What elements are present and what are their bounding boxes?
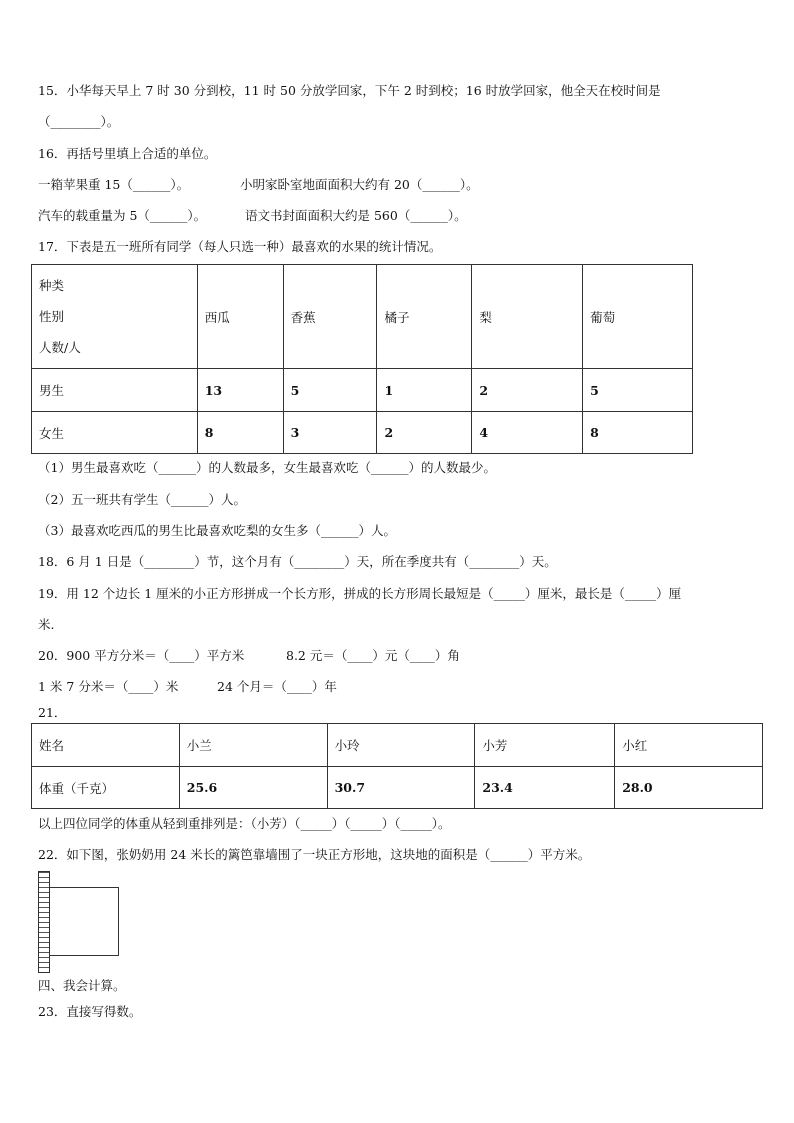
weight-value: 30.7 <box>327 767 475 809</box>
q16-d: 语文书封面面积大约是 560（______）。 <box>245 208 467 223</box>
q15-line2: （________）。 <box>38 114 120 129</box>
q21-text: 以上四位同学的体重从轻到重排列是：（小芳）（_____）（_____）（_____）。 <box>38 816 451 831</box>
q19-line1: 19．用 12 个边长 1 厘米的小正方形拼成一个长方形，拼成的长方形周长最短是（_____）厘米，最长是（_____）厘 <box>38 586 682 601</box>
weight-table-header-row <box>32 724 763 767</box>
table-cell: 4 <box>472 412 583 454</box>
table-cell: 8 <box>197 412 283 454</box>
q22: 22．如下图，张奶奶用 24 米长的篱笆靠墙围了一块正方形地，这块地的面积是（______）平方米。 <box>38 847 591 862</box>
weight-value: 25.6 <box>179 767 327 809</box>
header-line-kind: 种类 <box>39 278 65 293</box>
table-cell: 8 <box>583 412 693 454</box>
q16-title: 16．再括号里填上合适的单位。 <box>38 146 217 161</box>
q16-a: 一箱苹果重 15（______）。 <box>38 177 190 192</box>
header-line-count: 人数/人 <box>39 340 81 355</box>
q20-b: 8.2 元＝（____）元（____）角 <box>286 648 460 663</box>
fruit-header-cell: 香蕉 <box>283 265 377 369</box>
student-name: 小芳 <box>475 724 615 767</box>
wall-fence-figure <box>38 871 50 973</box>
student-name: 小红 <box>615 724 763 767</box>
section-4-title: 四、我会计算。 <box>38 978 126 993</box>
q17-sub2: （2）五一班共有学生（______）人。 <box>38 492 246 507</box>
q15-line1: 15．小华每天早上 7 时 30 分到校，11 时 50 分放学回家，下午 2 时到校；16 时放学回家，他全天在校时间是 <box>38 83 661 98</box>
q17-sub1: （1）男生最喜欢吃（______）的人数最多，女生最喜欢吃（______）的人数最少。 <box>38 460 496 475</box>
q19-line2: 米. <box>38 617 55 632</box>
table-cell: 1 <box>377 369 472 412</box>
square-plot-figure <box>50 887 119 956</box>
q21-number: 21． <box>38 705 67 720</box>
weight-table <box>31 723 763 809</box>
table-row <box>32 412 693 454</box>
row-label: 男生 <box>32 369 198 412</box>
table-cell: 5 <box>583 369 693 412</box>
fruit-table-corner-header <box>32 265 198 369</box>
weight-value: 28.0 <box>615 767 763 809</box>
table-cell: 5 <box>283 369 377 412</box>
student-name: 小玲 <box>327 724 475 767</box>
q20-d: 24 个月＝（____）年 <box>217 679 337 694</box>
fruit-header-cell: 西瓜 <box>197 265 283 369</box>
table-row <box>32 767 763 809</box>
q18: 18．6 月 1 日是（________）节，这个月有（________）天，所在季度共有（________）天。 <box>38 554 557 569</box>
fruit-header-cell: 葡萄 <box>583 265 693 369</box>
table-cell: 2 <box>472 369 583 412</box>
fruit-header-cell: 橘子 <box>377 265 472 369</box>
fruit-table <box>31 264 693 454</box>
q16-b: 小明家卧室地面面积大约有 20（______）。 <box>240 177 479 192</box>
q20-c: 1 米 7 分米＝（____）米 <box>38 679 179 694</box>
table-row <box>32 369 693 412</box>
weight-value: 23.4 <box>475 767 615 809</box>
q23: 23．直接写得数。 <box>38 1004 142 1019</box>
q17-sub3: （3）最喜欢吃西瓜的男生比最喜欢吃梨的女生多（______）人。 <box>38 523 396 538</box>
student-name: 小兰 <box>179 724 327 767</box>
fruit-table-header-row <box>32 265 693 369</box>
weight-header: 体重（千克） <box>32 767 180 809</box>
q17-title: 17．下表是五一班所有同学（每人只选一种）最喜欢的水果的统计情况。 <box>38 239 442 254</box>
q16-c: 汽车的载重量为 5（______）。 <box>38 208 207 223</box>
table-cell: 2 <box>377 412 472 454</box>
table-cell: 13 <box>197 369 283 412</box>
row-label: 女生 <box>32 412 198 454</box>
name-header: 姓名 <box>32 724 180 767</box>
fruit-header-cell: 梨 <box>472 265 583 369</box>
q20-a: 20．900 平方分米＝（____）平方米 <box>38 648 245 663</box>
table-cell: 3 <box>283 412 377 454</box>
header-line-gender: 性别 <box>39 309 65 324</box>
